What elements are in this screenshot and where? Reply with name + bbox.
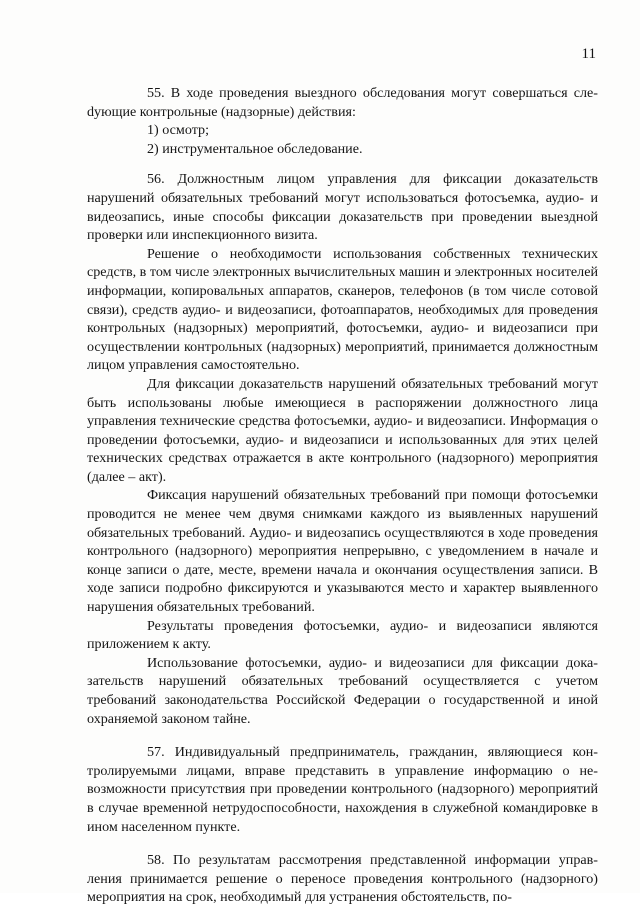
paragraph-56-fixation: Для фиксации доказательств нарушений обязательных требований могут быть использованы любые имеющиеся в распоряжении должностного лица управления технические средства фотосъемки, аудио- и видеозаписи. Информация о проведении фотосъемки, аудио- и видеозаписи и использованных для этих целей технических средствах отражается в акте контрольного (надзорного) мероприятия (далее – акт).: [87, 375, 598, 485]
paragraph-56-photo: Фиксация нарушений обязательных требований при помощи фотосъемки проводится не менее чем двумя снимками каждого из выявленных нарушений обязательных требований. Аудио- и видеозапись осуществляются в ходе проведения контрольного (надзорного) мероприятия непрерывно, с уведомлением в начале и конце записи о дате, месте, времени начала и окончания осуществления записи. В ходе записи подробно фиксируются и указываются место и характер выявленного нарушения обязательных требований.: [87, 487, 598, 616]
paragraph-55: 55. В ходе проведения выездного обследования могут совершаться слеdующие контрольные (надзорные) действия:: [87, 85, 598, 120]
page-number: 11: [581, 46, 596, 62]
paragraph-56-usage: Использование фотосъемки, аудио- и видеозаписи для фиксации доказательств нарушений обязательных требований осуществляется с учетом требований законодательства Российской Федерации о государственной и иной охраняемой законом тайне.: [87, 654, 598, 727]
list-item-inspection: 1) осмотр;: [147, 122, 209, 139]
document-body: [87, 84, 598, 907]
paragraph-57: 57. Индивидуальный предприниматель, гражданин, являющиеся контролируемыми лицами, вправе представить в управление информацию о невозможности присутствия при проведении контрольного (надзорного) мероприятий в случае временной нетрудоспособности, нахождения в служебной командировке в ином населенном пункте.: [87, 744, 598, 835]
paragraph-56-decision: Решение о необходимости использования собственных технических средств, в том числе электронных вычислительных машин и электронных носителей информации, копировальных аппаратов, сканеров, телефонов (в том числе сотовой связи), средств аудио- и видеозаписи, фотоаппаратов, необходимых для проведения контрольных (надзорных) мероприятий, фотосъемки, аудио- и видеозаписи при осуществлении контрольных (надзорных) мероприятий, принимается должностным лицом управления самостоятельно.: [87, 245, 598, 374]
paragraph-58: 58. По результатам рассмотрения представленной информации управления принимается решение о переносе проведения контрольного (надзорного) мероприятия на срок, необходимый для устранения обстоятельств, по-: [87, 852, 598, 906]
paragraph-56-results: Результаты проведения фотосъемки, аудио- и видеозаписи являются приложением к акту.: [87, 617, 598, 653]
paragraph-56: 56. Должностным лицом управления для фиксации доказательств нарушений обязательных требований могут использоваться фотосъемка, аудио- и видеозапись, иные способы фиксации доказательств при проведении выездной проверки или инспекционного визита.: [87, 171, 598, 244]
list-item-instrumental: 2) инструментальное обследование.: [147, 140, 363, 157]
